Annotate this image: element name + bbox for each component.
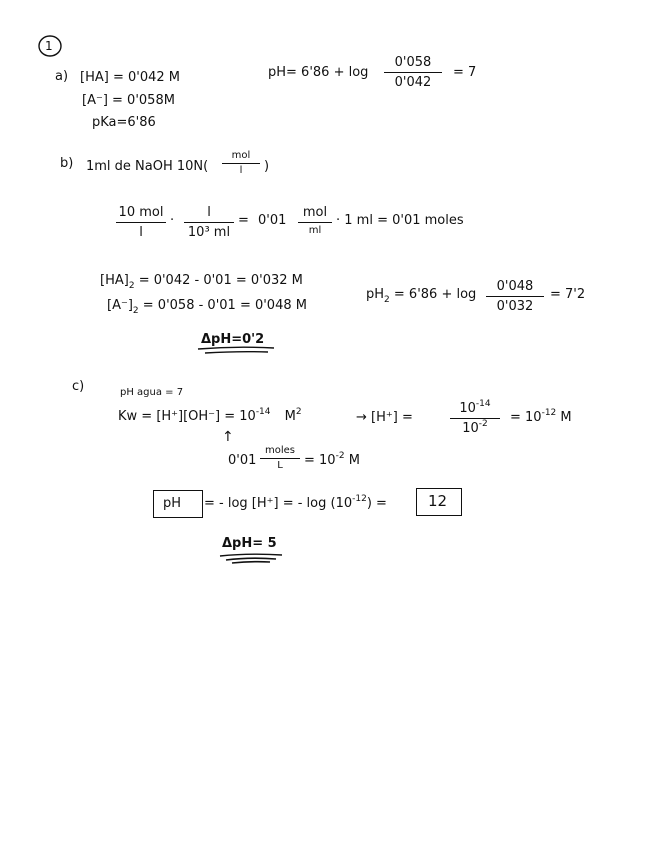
conv-den-1: l xyxy=(139,225,143,240)
statement-num: mol xyxy=(231,150,251,161)
h-unit: M xyxy=(560,410,572,425)
conv-den-2: 10³ ml xyxy=(187,225,231,240)
oh-eq: = 10 xyxy=(304,453,336,468)
oh-unit: M xyxy=(348,453,360,468)
part-b-statement-fraction xyxy=(222,151,260,176)
part-b-ha2 xyxy=(100,273,303,291)
part-b-a2 xyxy=(107,298,307,316)
part-a-ph-num: 0'058 xyxy=(394,55,432,70)
part-c-oh-result xyxy=(304,451,360,468)
a2-suffix: = 0'058 - 0'01 = 0'048 M xyxy=(142,298,307,313)
ha2-suffix: = 0'042 - 0'01 = 0'032 M xyxy=(138,273,303,288)
part-c-h-fraction xyxy=(450,399,500,436)
part-b-statement-prefix: 1ml de NaOH 10N( xyxy=(86,159,209,174)
ph2-subscript: 2 xyxy=(384,295,390,305)
h-eq: = 10 xyxy=(510,410,542,425)
part-a-ph-result: = 7 xyxy=(453,65,477,80)
part-a-a-minus: [A⁻] = 0'058M xyxy=(82,93,175,108)
fraction-bar xyxy=(260,458,300,459)
fraction-bar xyxy=(486,296,544,297)
ph2-label: pH xyxy=(366,287,385,302)
part-b-ph2-result: = 7'2 xyxy=(550,287,586,302)
conv-num-1: 10 mol xyxy=(118,205,164,220)
ha2-subscript: 2 xyxy=(128,281,135,291)
conv-den-3: ml xyxy=(308,225,322,236)
h-den xyxy=(450,419,500,436)
fraction-bar xyxy=(450,418,500,419)
conv-num-2: l xyxy=(207,205,211,220)
oh-num: moles xyxy=(265,445,295,456)
statement-den: l xyxy=(239,165,243,176)
part-a-pka: pKa=6'86 xyxy=(92,115,156,130)
part-a-ph-den: 0'042 xyxy=(394,75,432,90)
part-a-ph-lhs: pH= 6'86 + log xyxy=(268,65,369,80)
part-b-statement-suffix: ) xyxy=(264,159,270,174)
a2-prefix: [A⁻] xyxy=(107,298,133,313)
delta-ph-c-underline-2 xyxy=(226,558,276,560)
kw-lhs: Kw = [H⁺][OH⁻] = 10 xyxy=(118,409,256,424)
part-c-kw xyxy=(118,407,302,424)
part-c-ph-water: pH agua = 7 xyxy=(120,387,184,398)
part-b-delta-ph: ΔpH=0'2 xyxy=(201,332,265,347)
conv-eq: = xyxy=(238,213,249,228)
ph2-rhs: = 6'86 + log xyxy=(393,287,477,302)
conv-num-3: mol xyxy=(302,205,328,220)
kw-unit-exponent: 2 xyxy=(295,407,302,417)
part-c-arrow-text: → [H⁺] = xyxy=(356,410,413,425)
part-c-label: c) xyxy=(72,379,85,394)
fraction-bar xyxy=(298,222,332,223)
ph2-den: 0'032 xyxy=(496,299,534,314)
ha2-prefix: [HA] xyxy=(100,273,129,288)
conv-fraction-3 xyxy=(298,206,332,236)
kw-exponent: -14 xyxy=(255,407,271,417)
oh-exponent: -2 xyxy=(335,451,345,461)
up-arrow: ↑ xyxy=(222,429,234,445)
fraction-bar xyxy=(222,163,260,164)
oh-val: 0'01 xyxy=(228,453,257,468)
part-c-oh-fraction xyxy=(260,446,300,471)
h-num-base: 10 xyxy=(459,401,476,416)
ph-expression xyxy=(204,494,387,511)
h-num xyxy=(450,399,500,416)
conv-val: 0'01 xyxy=(258,213,287,228)
conv-fraction-2 xyxy=(184,206,234,239)
ph-answer: 12 xyxy=(428,492,448,510)
conv-fraction-1 xyxy=(116,206,166,239)
ph-expr-tail: ) = xyxy=(366,496,387,511)
oh-den: L xyxy=(277,460,283,471)
part-a-label: a) xyxy=(55,69,69,84)
a2-subscript: 2 xyxy=(132,306,139,316)
ph-expr-exponent: -12 xyxy=(352,494,367,504)
delta-ph-underline-1 xyxy=(198,347,274,349)
part-b-label: b) xyxy=(60,156,74,171)
h-den-exponent: -2 xyxy=(478,419,488,429)
ph2-num: 0'048 xyxy=(496,279,534,294)
conv-tail: · 1 ml = 0'01 moles xyxy=(336,213,464,228)
part-c-h-result xyxy=(510,408,572,425)
fraction-bar xyxy=(184,222,234,223)
h-exponent: -12 xyxy=(541,408,557,418)
ph-expr: = - log [H⁺] = - log (10 xyxy=(204,496,353,511)
part-a-ha: [HA] = 0'042 M xyxy=(80,70,180,85)
fraction-bar xyxy=(116,222,166,223)
part-b-ph2-fraction xyxy=(486,280,544,313)
kw-unit: M xyxy=(284,409,296,424)
delta-ph-c-underline-3 xyxy=(232,562,270,563)
h-num-exponent: -14 xyxy=(475,399,491,409)
fraction-bar xyxy=(384,72,442,73)
problem-number: 1 xyxy=(45,39,53,53)
ph-box-label: pH xyxy=(163,496,182,511)
h-den-base: 10 xyxy=(462,421,479,436)
part-b-ph2 xyxy=(366,287,477,305)
part-a-fraction xyxy=(384,56,442,89)
part-c-delta-ph: ΔpH= 5 xyxy=(222,536,277,551)
delta-ph-c-underline-1 xyxy=(220,554,282,556)
conv-dot: · xyxy=(170,213,175,228)
delta-ph-underline-2 xyxy=(205,352,268,353)
